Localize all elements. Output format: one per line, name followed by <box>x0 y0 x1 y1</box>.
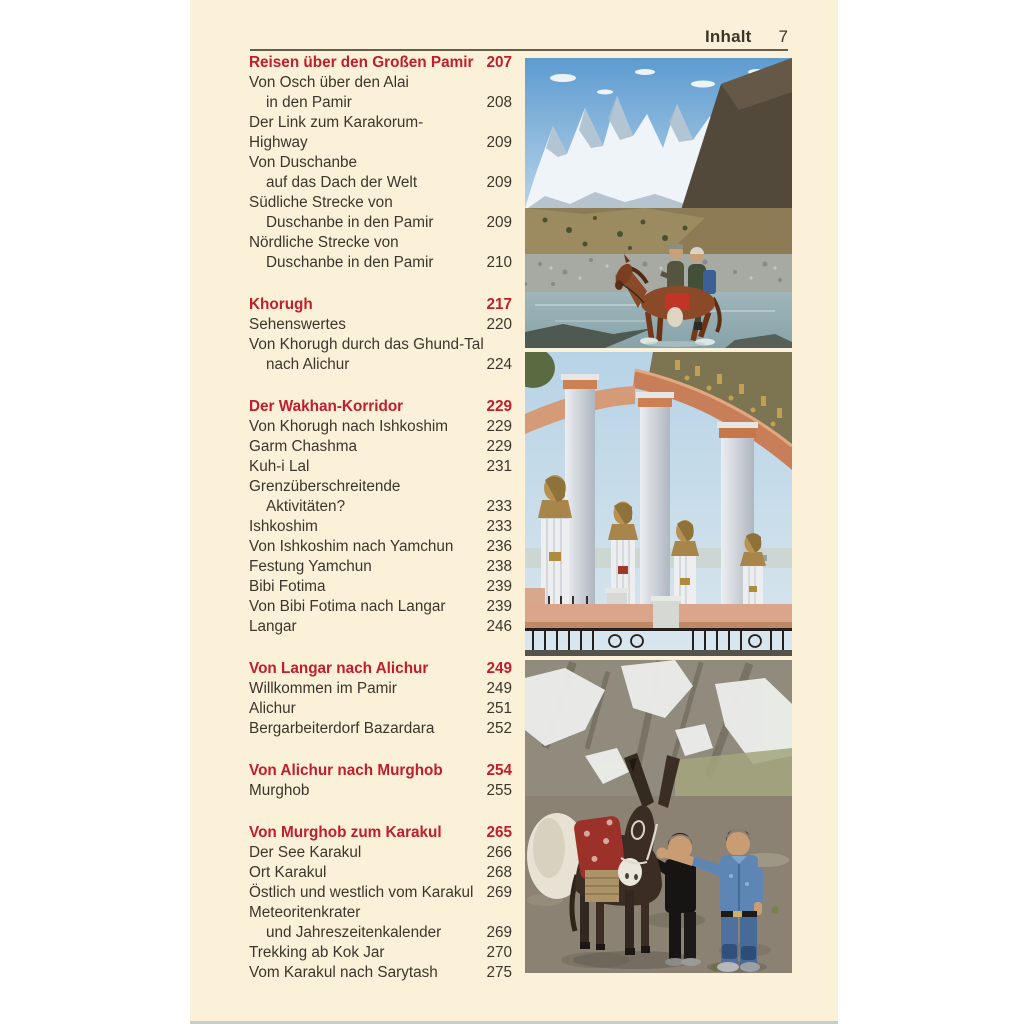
toc-entry-row <box>249 253 512 273</box>
toc-entry-row <box>249 233 512 253</box>
toc-entry-row <box>249 417 512 437</box>
toc-entry-label: Nördliche Strecke von <box>249 234 399 251</box>
toc-entry-page-number: 231 <box>486 458 512 475</box>
toc-entry-page-number: 233 <box>486 498 512 515</box>
toc-entry-row <box>249 963 512 983</box>
toc-entry-label: Vom Karakul nach Sarytash <box>249 964 438 981</box>
toc-entry-row <box>249 193 512 213</box>
toc-entry-label: nach Alichur <box>266 356 350 373</box>
toc-entry-page-number: 210 <box>486 254 512 271</box>
toc-entry-label: Von Bibi Fotima nach Langar <box>249 598 446 615</box>
toc-entry-label: Ort Karakul <box>249 864 327 881</box>
toc-entry-page-number: 220 <box>486 316 512 333</box>
toc-entry-label: Ishkoshim <box>249 518 318 535</box>
page-header <box>705 27 788 47</box>
toc-entry-row <box>249 557 512 577</box>
toc-entry-page-number: 229 <box>486 418 512 435</box>
toc-heading-page-number: 254 <box>486 762 512 779</box>
toc-heading-label: Khorugh <box>249 296 313 313</box>
toc-heading-label: Reisen über den Großen Pamir <box>249 54 474 71</box>
toc-entry-row <box>249 577 512 597</box>
toc-entry-row <box>249 923 512 943</box>
page-number: 7 <box>778 27 788 46</box>
toc-entry-row <box>249 883 512 903</box>
toc-entry-label: Von Duschanbe <box>249 154 358 171</box>
toc-entry-page-number: 208 <box>486 94 512 111</box>
photo-mountain-riders <box>525 58 792 348</box>
toc-entry-label: Von Osch über den Alai <box>249 74 409 91</box>
toc-entry-page-number: 209 <box>486 214 512 231</box>
toc-entry-row <box>249 213 512 233</box>
toc-section <box>249 295 512 375</box>
toc-entry-row <box>249 477 512 497</box>
toc-heading-label: Von Alichur nach Murghob <box>249 762 443 779</box>
toc-heading-page-number: 207 <box>486 54 512 71</box>
toc-entry-page-number <box>507 113 512 133</box>
toc-heading-row <box>249 761 512 781</box>
toc-section <box>249 761 512 801</box>
toc-entry-row <box>249 355 512 375</box>
toc-entry-page-number: 275 <box>486 964 512 981</box>
toc-entry-label: Langar <box>249 618 297 635</box>
toc-entry-row <box>249 597 512 617</box>
toc-heading-page-number: 229 <box>486 398 512 415</box>
toc-entry-row <box>249 943 512 963</box>
toc-heading-row <box>249 823 512 843</box>
toc-entry-row <box>249 93 512 113</box>
toc-entry-label: Der Link zum Karakorum- <box>249 114 424 131</box>
toc-entry-row <box>249 617 512 637</box>
photo-colonnade-busts <box>525 352 792 656</box>
toc-entry-page-number: 236 <box>486 538 512 555</box>
toc-entry-label: Von Ishkoshim nach Yamchun <box>249 538 454 555</box>
toc-entry-page-number: 268 <box>486 864 512 881</box>
toc-entry-label: Duschanbe in den Pamir <box>266 254 434 271</box>
book-page <box>190 0 838 1024</box>
toc-entry-page-number: 239 <box>486 578 512 595</box>
toc-heading-label: Von Murghob zum Karakul <box>249 824 442 841</box>
toc-entry-page-number <box>507 477 512 497</box>
toc-entry-label: Bibi Fotima <box>249 578 326 595</box>
toc-entry-row <box>249 73 512 93</box>
toc-heading-row <box>249 659 512 679</box>
toc-entry-page-number: 224 <box>486 356 512 373</box>
toc-entry-label: Von Khorugh nach Ishkoshim <box>249 418 448 435</box>
toc-entry-label: Highway <box>249 134 308 151</box>
toc-heading-page-number: 265 <box>486 824 512 841</box>
toc-entry-row <box>249 719 512 739</box>
toc-heading-label: Der Wakhan-Korridor <box>249 398 404 415</box>
toc-entry-label: in den Pamir <box>266 94 352 111</box>
toc-heading-row <box>249 53 512 73</box>
toc-entry-page-number: 269 <box>486 924 512 941</box>
header-rule <box>250 49 788 51</box>
toc-entry-page-number: 266 <box>486 844 512 861</box>
toc-entry-page-number <box>507 903 512 923</box>
toc-entry-label: Festung Yamchun <box>249 558 372 575</box>
toc-entry-page-number: 238 <box>486 558 512 575</box>
toc-entry-label: Willkommen im Pamir <box>249 680 397 697</box>
valley-hills <box>525 208 792 254</box>
toc-entry-page-number <box>507 73 512 93</box>
toc-entry-page-number: 209 <box>486 134 512 151</box>
toc-entry-label: Östlich und westlich vom Karakul <box>249 884 474 901</box>
toc-entry-row <box>249 457 512 477</box>
toc-entry-page-number: 269 <box>486 884 512 901</box>
toc-entry-page-number <box>507 193 512 213</box>
photo-donkey-boys <box>525 660 792 973</box>
toc-entry-label: Aktivitäten? <box>266 498 346 515</box>
toc-heading-label: Von Langar nach Alichur <box>249 660 429 677</box>
toc-entry-label: Grenzüberschreitende <box>249 478 401 495</box>
toc-entry-row <box>249 679 512 699</box>
toc-entry-page-number: 251 <box>486 700 512 717</box>
toc-heading-page-number: 249 <box>486 660 512 677</box>
toc-entry-row <box>249 133 512 153</box>
toc-entry-page-number: 233 <box>486 518 512 535</box>
toc-entry-page-number <box>507 335 512 355</box>
toc-heading-row <box>249 397 512 417</box>
toc-entry-label: Meteoritenkrater <box>249 904 361 921</box>
toc-entry-label: Duschanbe in den Pamir <box>266 214 434 231</box>
toc-entry-page-number: 249 <box>486 680 512 697</box>
toc-entry-label: Garm Chashma <box>249 438 357 455</box>
toc-entry-row <box>249 497 512 517</box>
toc-entry-label: Sehenswertes <box>249 316 346 333</box>
toc-entry-label: Trekking ab Kok Jar <box>249 944 385 961</box>
toc-entry-page-number: 255 <box>486 782 512 799</box>
toc-entry-row <box>249 863 512 883</box>
toc-entry-row <box>249 173 512 193</box>
toc-heading-row <box>249 295 512 315</box>
toc-section <box>249 659 512 739</box>
toc-entry-label: auf das Dach der Welt <box>266 174 418 191</box>
toc-entry-row <box>249 437 512 457</box>
toc-entry-row <box>249 781 512 801</box>
toc-entry-row <box>249 153 512 173</box>
toc-entry-label: Kuh-i Lal <box>249 458 310 475</box>
toc-entry-row <box>249 335 512 355</box>
toc-entry-page-number: 246 <box>486 618 512 635</box>
toc-entry-row <box>249 113 512 133</box>
toc-entry-label: und Jahreszeitenkalender <box>266 924 442 941</box>
toc-entry-page-number <box>507 233 512 253</box>
toc-entry-label: Südliche Strecke von <box>249 194 393 211</box>
page-header-title: Inhalt <box>705 27 752 46</box>
toc-entry-row <box>249 903 512 923</box>
toc-entry-row <box>249 517 512 537</box>
toc-entry-page-number: 239 <box>486 598 512 615</box>
toc-entry-label: Von Khorugh durch das Ghund-Tal <box>249 336 484 353</box>
toc-entry-label: Murghob <box>249 782 310 799</box>
toc-entry-label: Bergarbeiterdorf Bazardara <box>249 720 435 737</box>
table-of-contents <box>249 53 512 983</box>
toc-section <box>249 397 512 637</box>
toc-entry-row <box>249 315 512 335</box>
toc-entry-label: Der See Karakul <box>249 844 362 861</box>
toc-entry-row <box>249 699 512 719</box>
river-gravel <box>525 254 792 292</box>
toc-entry-page-number <box>507 153 512 173</box>
toc-entry-page-number: 209 <box>486 174 512 191</box>
toc-entry-label: Alichur <box>249 700 296 717</box>
toc-section <box>249 53 512 273</box>
toc-entry-page-number: 270 <box>486 944 512 961</box>
toc-entry-page-number: 229 <box>486 438 512 455</box>
toc-entry-page-number: 252 <box>486 720 512 737</box>
toc-entry-row <box>249 843 512 863</box>
toc-heading-page-number: 217 <box>486 296 512 313</box>
toc-entry-row <box>249 537 512 557</box>
toc-section <box>249 823 512 983</box>
